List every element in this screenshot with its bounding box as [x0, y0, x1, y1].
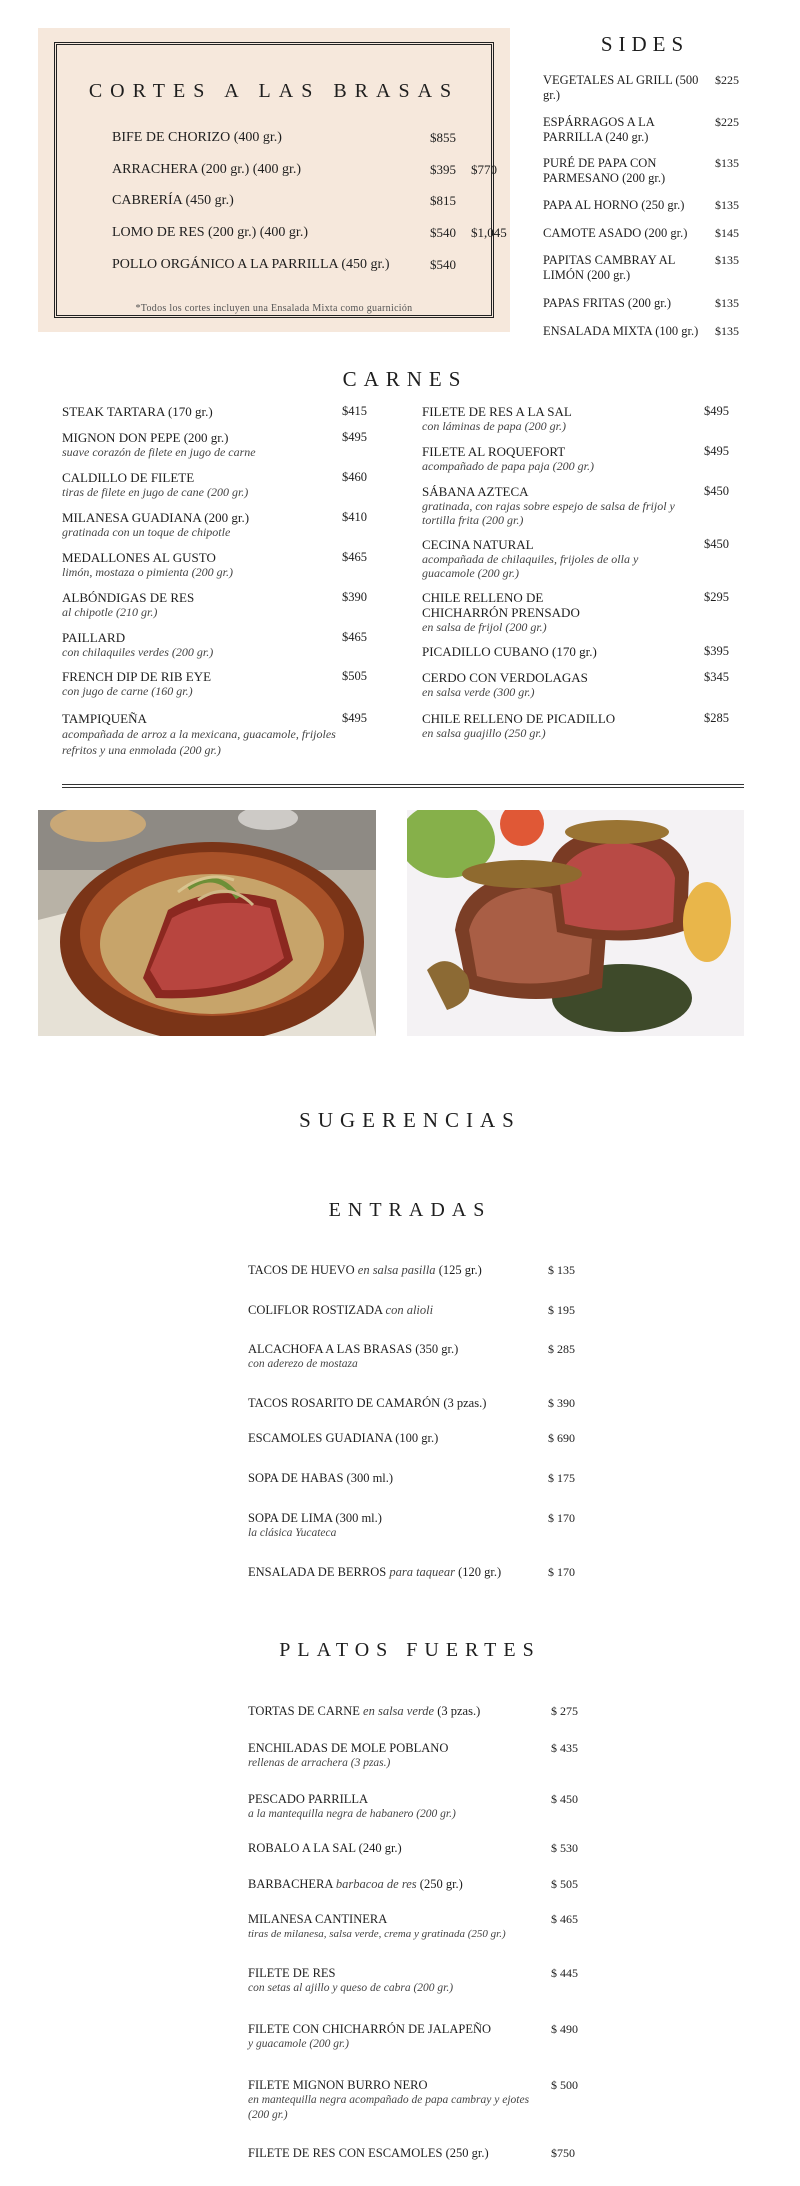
item-description: acompañada de chilaquiles, frijoles de olla y guacamole (200 gr.)	[422, 552, 639, 580]
item-name: CHILE RELLENO DE CHICHARRÓN PRENSADO	[422, 590, 580, 620]
menu-item	[422, 711, 742, 740]
entrada-item	[248, 1263, 578, 1278]
item-price: $ 135	[548, 1263, 575, 1277]
menu-item	[62, 470, 382, 499]
item-name: FILETE DE RES	[248, 1966, 336, 1980]
item-price: $815	[430, 193, 456, 208]
item-portion: (240 gr.)	[358, 1841, 402, 1855]
cortes-panel	[38, 28, 510, 332]
item-description: con láminas de papa (200 gr.)	[422, 419, 566, 433]
item-note: en salsa verde	[363, 1704, 435, 1718]
item-name: BARBACHERA	[248, 1877, 333, 1891]
item-name: FILETE DE RES CON ESCAMOLES	[248, 2146, 443, 2160]
item-price: $345	[704, 670, 729, 684]
entrada-item	[248, 1471, 578, 1486]
plato-item	[248, 1912, 578, 1942]
item-price: $495	[704, 444, 729, 458]
entrada-item	[248, 1511, 578, 1541]
item-price: $ 285	[548, 1342, 575, 1356]
menu-item	[62, 711, 382, 758]
menu-item	[62, 630, 382, 659]
item-portion: (300 ml.)	[346, 1471, 394, 1485]
item-price-secondary: $770	[471, 162, 497, 177]
side-item	[543, 198, 751, 213]
item-price: $135	[715, 296, 739, 310]
side-item	[543, 73, 751, 103]
item-description: suave corazón de filete en jugo de carne	[62, 445, 256, 459]
item-description: gratinada, con rajas sobre espejo de salsa de frijol y tortilla frita (200 gr.)	[422, 499, 675, 527]
cortes-title: CORTES A LAS BRASAS	[88, 80, 460, 102]
item-price: $495	[704, 404, 729, 418]
item-name: ARRACHERA (200 gr.) (400 gr.)	[112, 162, 301, 177]
plato-item	[248, 1966, 578, 1996]
item-price: $ 490	[551, 2022, 578, 2036]
item-note: para taquear	[389, 1565, 455, 1579]
item-price: $ 195	[548, 1303, 575, 1317]
item-price: $ 690	[548, 1431, 575, 1445]
menu-item	[62, 404, 382, 419]
item-price: $ 390	[548, 1396, 575, 1410]
item-description: y guacamole (200 gr.)	[248, 2038, 349, 2050]
item-price: $285	[704, 711, 729, 725]
item-name: FILETE DE RES A LA SAL	[422, 404, 572, 419]
side-item	[543, 226, 751, 241]
carnes-title: CARNES	[342, 367, 468, 391]
menu-item	[62, 430, 382, 459]
item-portion: (125 gr.)	[438, 1263, 482, 1277]
item-name: FILETE MIGNON BURRO NERO	[248, 2078, 428, 2092]
side-item	[543, 324, 751, 339]
item-note: con alioli	[385, 1303, 434, 1317]
item-name: ROBALO A LA SAL	[248, 1841, 356, 1855]
item-portion: (100 gr.)	[395, 1431, 439, 1445]
menu-item	[62, 669, 382, 698]
item-description: con jugo de carne (160 gr.)	[62, 684, 193, 698]
item-name: COLIFLOR ROSTIZADA	[248, 1303, 383, 1317]
item-description: la clásica Yucateca	[248, 1527, 337, 1539]
item-price: $135	[715, 253, 739, 267]
side-item	[543, 296, 751, 311]
item-price: $ 505	[551, 1877, 578, 1891]
item-price: $415	[342, 404, 367, 418]
cortes-note: *Todos los cortes incluyen una Ensalada Mixta como guarnición	[135, 303, 413, 314]
item-price: $450	[704, 537, 729, 551]
item-note: en salsa pasilla	[357, 1263, 436, 1277]
item-price: $295	[704, 590, 729, 604]
entrada-item	[248, 1342, 578, 1372]
item-price: $495	[342, 711, 367, 725]
item-price-secondary: $1,045	[471, 225, 507, 240]
item-description: con setas al ajillo y queso de cabra (200 gr.)	[248, 1982, 454, 1994]
item-name: MILANESA CANTINERA	[248, 1912, 388, 1926]
entrada-item	[248, 1396, 578, 1411]
item-price: $ 435	[551, 1741, 578, 1755]
item-price: $410	[342, 510, 367, 524]
item-name: PICADILLO CUBANO (170 gr.)	[422, 644, 597, 659]
item-price: $540	[430, 257, 456, 272]
item-description: en salsa guajillo (250 gr.)	[422, 726, 546, 740]
item-price: $ 175	[548, 1471, 575, 1485]
plato-item	[248, 1704, 578, 1719]
item-name: PURÉ DE PAPA CON PARMESANO (200 gr.)	[543, 156, 666, 185]
item-description: con aderezo de mostaza	[248, 1358, 358, 1370]
item-price: $460	[342, 470, 367, 484]
item-name: CECINA NATURAL	[422, 537, 534, 552]
item-name: TORTAS DE CARNE	[248, 1704, 360, 1718]
plato-item	[248, 1792, 578, 1822]
item-name: ENSALADA DE BERROS	[248, 1565, 387, 1579]
item-name: ENCHILADAS DE MOLE POBLANO	[248, 1741, 449, 1755]
item-price: $ 465	[551, 1912, 578, 1926]
item-name: MILANESA GUADIANA (200 gr.)	[62, 510, 250, 525]
item-description: rellenas de arrachera (3 pzas.)	[248, 1757, 391, 1769]
steak-bowl-photo	[38, 810, 376, 1036]
filet-plate-photo	[407, 810, 744, 1036]
item-description: acompañado de papa paja (200 gr.)	[422, 459, 594, 473]
item-description: a la mantequilla negra de habanero (200 gr.)	[248, 1808, 456, 1820]
item-price: $395	[430, 162, 456, 177]
menu-item	[422, 590, 742, 634]
item-name: CERDO CON VERDOLAGAS	[422, 670, 588, 685]
platos-fuertes-title: PLATOS FUERTES	[279, 1639, 541, 1661]
item-description: con chilaquiles verdes (200 gr.)	[62, 645, 214, 659]
item-portion: (300 ml.)	[335, 1511, 382, 1525]
item-portion: (350 gr.)	[415, 1342, 459, 1356]
item-name: ESPÁRRAGOS A LA PARRILLA (240 gr.)	[543, 115, 655, 144]
item-price: $ 530	[551, 1841, 578, 1855]
item-price: $ 170	[548, 1565, 575, 1579]
item-name: POLLO ORGÁNICO A LA PARRILLA (450 gr.)	[112, 257, 390, 272]
menu-item	[62, 550, 382, 579]
item-description: tiras de filete en jugo de cane (200 gr.)	[62, 485, 249, 499]
item-price: $135	[715, 156, 739, 170]
item-note: barbacoa de res	[335, 1877, 417, 1891]
entrada-item	[248, 1303, 578, 1318]
entradas-title: ENTRADAS	[328, 1199, 492, 1221]
menu-item	[422, 404, 742, 433]
plato-item	[248, 1741, 578, 1771]
section-divider	[62, 784, 744, 788]
menu-item	[422, 644, 742, 659]
item-name: FILETE AL ROQUEFORT	[422, 444, 566, 459]
item-price: $450	[704, 484, 729, 498]
item-name: TACOS DE HUEVO	[248, 1263, 355, 1277]
item-description: en mantequilla negra acompañado de papa cambray y ejotes (200 gr.)	[248, 2094, 530, 2121]
item-price: $135	[715, 198, 739, 212]
side-item	[543, 156, 751, 186]
plato-item	[248, 2078, 578, 2123]
item-price: $225	[715, 73, 739, 87]
item-portion: (3 pzas.)	[443, 1396, 487, 1410]
item-name: PAPAS FRITAS (200 gr.)	[543, 296, 671, 310]
item-price: $ 500	[551, 2078, 578, 2092]
item-price: $505	[342, 669, 367, 683]
item-description: en salsa verde (300 gr.)	[422, 685, 535, 699]
item-name: VEGETALES AL GRILL (500 gr.)	[543, 73, 699, 102]
item-price: $855	[430, 130, 456, 145]
item-name: PESCADO PARRILLA	[248, 1792, 369, 1806]
plato-item	[248, 2146, 578, 2161]
item-price: $465	[342, 550, 367, 564]
item-name: CHILE RELLENO DE PICADILLO	[422, 711, 616, 726]
item-name: STEAK TARTARA (170 gr.)	[62, 404, 213, 419]
item-description: gratinada con un toque de chipotle	[62, 525, 231, 539]
item-price: $495	[342, 430, 367, 444]
item-name: TACOS ROSARITO DE CAMARÓN	[248, 1396, 441, 1410]
item-name: SOPA DE LIMA	[248, 1511, 333, 1525]
item-price: $ 450	[551, 1792, 578, 1806]
item-price: $395	[704, 644, 729, 658]
menu-item	[62, 590, 382, 619]
item-name: TAMPIQUEÑA	[62, 711, 147, 726]
item-price: $145	[715, 226, 739, 240]
item-description: tiras de milanesa, salsa verde, crema y gratinada (250 gr.)	[248, 1928, 506, 1940]
item-price: $ 170	[548, 1511, 575, 1525]
item-name: PAILLARD	[62, 630, 126, 645]
side-item	[543, 115, 751, 145]
item-name: ESCAMOLES GUADIANA	[248, 1431, 393, 1445]
menu-item	[422, 484, 742, 527]
item-portion: (250 gr.)	[419, 1877, 463, 1891]
entrada-item	[248, 1431, 578, 1446]
item-name: ALCACHOFA A LAS BRASAS	[248, 1342, 413, 1356]
sugerencias-title: SUGERENCIAS	[299, 1108, 521, 1132]
item-name: MIGNON DON PEPE (200 gr.)	[62, 430, 229, 445]
item-name: BIFE DE CHORIZO (400 gr.)	[112, 130, 282, 145]
item-name: SOPA DE HABAS	[248, 1471, 344, 1485]
item-name: PAPITAS CAMBRAY AL LIMÓN (200 gr.)	[543, 253, 675, 282]
item-price: $750	[551, 2146, 575, 2160]
item-name: FILETE CON CHICHARRÓN DE JALAPEÑO	[248, 2022, 492, 2036]
item-description: limón, mostaza o pimienta (200 gr.)	[62, 565, 233, 579]
plato-item	[248, 1877, 578, 1892]
menu-item	[422, 444, 742, 473]
cortes-frame	[54, 42, 507, 318]
item-price: $540	[430, 225, 456, 240]
item-name: MEDALLONES AL GUSTO	[62, 550, 216, 565]
item-portion: (250 gr.)	[445, 2146, 489, 2160]
menu-item	[62, 510, 382, 539]
item-name: CAMOTE ASADO (200 gr.)	[543, 226, 688, 240]
item-portion: (3 pzas.)	[437, 1704, 481, 1718]
item-price: $225	[715, 115, 739, 129]
item-description: en salsa de frijol (200 gr.)	[422, 620, 547, 634]
item-name: ENSALADA MIXTA (100 gr.)	[543, 324, 699, 338]
item-name: ALBÓNDIGAS DE RES	[62, 590, 195, 605]
menu-item	[422, 670, 742, 699]
plato-item	[248, 2022, 578, 2052]
item-price: $390	[342, 590, 367, 604]
item-name: PAPA AL HORNO (250 gr.)	[543, 198, 685, 212]
item-portion: (120 gr.)	[458, 1565, 502, 1579]
item-price: $465	[342, 630, 367, 644]
menu-item	[422, 537, 742, 580]
entrada-item	[248, 1565, 578, 1580]
item-price: $135	[715, 324, 739, 338]
item-description: al chipotle (210 gr.)	[62, 605, 158, 619]
item-name: LOMO DE RES (200 gr.) (400 gr.)	[112, 225, 308, 240]
sides-title: SIDES	[600, 32, 690, 56]
plato-item	[248, 1841, 578, 1856]
item-price: $ 275	[551, 1704, 578, 1718]
item-name: CALDILLO DE FILETE	[62, 470, 195, 485]
item-description: acompañada de arroz a la mexicana, guacamole, frijoles refritos y una enmolada (200 gr.)	[62, 727, 336, 757]
side-item	[543, 253, 751, 283]
item-name: SÁBANA AZTECA	[422, 484, 529, 499]
item-name: FRENCH DIP DE RIB EYE	[62, 669, 212, 684]
item-name: CABRERÍA (450 gr.)	[112, 193, 234, 208]
item-price: $ 445	[551, 1966, 578, 1980]
